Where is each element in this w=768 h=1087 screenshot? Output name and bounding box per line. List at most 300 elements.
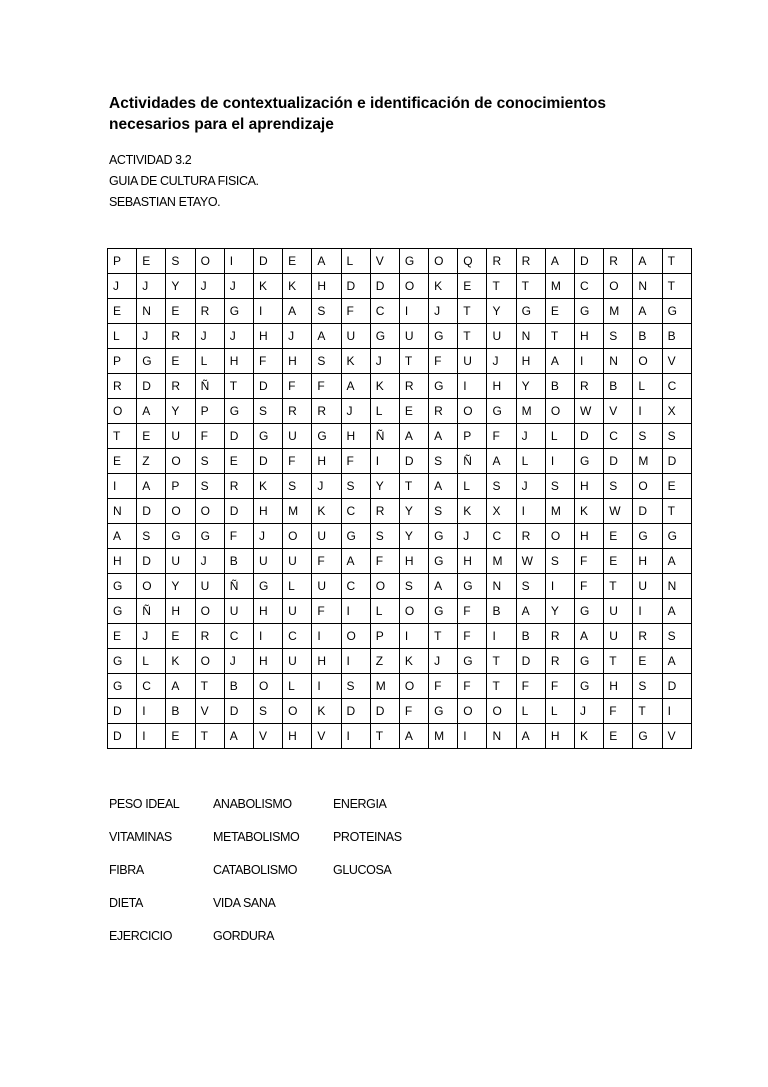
grid-cell: R [429, 399, 458, 424]
grid-cell: N [487, 574, 516, 599]
grid-cell: E [108, 299, 137, 324]
grid-cell: F [283, 374, 312, 399]
grid-cell: F [312, 549, 341, 574]
grid-cell: F [458, 599, 487, 624]
grid-cell: I [137, 699, 166, 724]
grid-cell: I [545, 574, 574, 599]
grid-cell: O [166, 499, 195, 524]
grid-cell: R [195, 624, 224, 649]
grid-cell: O [604, 274, 633, 299]
grid-cell: D [108, 699, 137, 724]
grid-cell: A [283, 299, 312, 324]
grid-cell: F [604, 699, 633, 724]
grid-cell: B [224, 674, 253, 699]
grid-cell: G [458, 574, 487, 599]
grid-cell: O [633, 349, 662, 374]
grid-cell: R [575, 374, 604, 399]
grid-cell: I [312, 674, 341, 699]
grid-cell: E [166, 624, 195, 649]
grid-cell: K [253, 474, 282, 499]
grid-cell: U [604, 624, 633, 649]
grid-cell: H [575, 324, 604, 349]
grid-cell: N [516, 324, 545, 349]
grid-cell: R [312, 399, 341, 424]
grid-cell: O [195, 499, 224, 524]
grid-cell: C [283, 624, 312, 649]
grid-cell: S [341, 474, 370, 499]
grid-cell: R [166, 324, 195, 349]
grid-cell: F [283, 449, 312, 474]
grid-cell: I [545, 449, 574, 474]
grid-cell: Ñ [370, 424, 399, 449]
word-list-item: VIDA SANA [213, 896, 276, 910]
grid-cell: T [429, 624, 458, 649]
grid-cell: R [399, 374, 428, 399]
grid-cell: K [399, 649, 428, 674]
grid-cell: P [108, 249, 137, 274]
grid-row [108, 499, 692, 524]
grid-cell: I [341, 649, 370, 674]
grid-cell: H [633, 549, 662, 574]
grid-cell: U [312, 524, 341, 549]
grid-cell: E [137, 249, 166, 274]
grid-cell: I [399, 299, 428, 324]
grid-cell: A [399, 424, 428, 449]
grid-row [108, 324, 692, 349]
grid-cell: V [370, 249, 399, 274]
grid-cell: A [633, 249, 662, 274]
grid-row [108, 349, 692, 374]
grid-cell: L [545, 699, 574, 724]
grid-cell: M [516, 399, 545, 424]
grid-cell: O [399, 674, 428, 699]
grid-cell: F [341, 449, 370, 474]
grid-cell: V [253, 724, 282, 749]
grid-cell: D [137, 374, 166, 399]
grid-cell: G [575, 299, 604, 324]
grid-cell: E [633, 649, 662, 674]
grid-cell: G [633, 524, 662, 549]
grid-cell: U [283, 649, 312, 674]
grid-cell: C [341, 574, 370, 599]
grid-cell: E [604, 549, 633, 574]
grid-cell: V [604, 399, 633, 424]
grid-cell: T [604, 649, 633, 674]
grid-cell: D [370, 699, 399, 724]
grid-cell: L [283, 574, 312, 599]
grid-cell: J [575, 699, 604, 724]
grid-row [108, 424, 692, 449]
grid-cell: G [108, 674, 137, 699]
grid-cell: J [516, 424, 545, 449]
grid-cell: U [283, 549, 312, 574]
grid-cell: G [341, 524, 370, 549]
grid-cell: I [341, 599, 370, 624]
grid-cell: O [137, 574, 166, 599]
grid-cell: O [166, 449, 195, 474]
grid-cell: U [399, 324, 428, 349]
grid-cell: A [662, 649, 691, 674]
grid-cell: S [312, 299, 341, 324]
grid-cell: J [195, 274, 224, 299]
grid-cell: L [370, 399, 399, 424]
grid-cell: O [429, 249, 458, 274]
grid-cell: R [195, 299, 224, 324]
title-line-2: necesarios para el aprendizaje [109, 116, 334, 133]
grid-cell: Y [516, 374, 545, 399]
grid-cell: R [283, 399, 312, 424]
grid-cell: O [399, 599, 428, 624]
grid-cell: Y [545, 599, 574, 624]
word-list-item: ENERGIA [333, 797, 387, 811]
grid-cell: Y [487, 299, 516, 324]
grid-cell: D [253, 249, 282, 274]
grid-cell: G [662, 299, 691, 324]
grid-cell: O [545, 399, 574, 424]
grid-cell: U [166, 424, 195, 449]
grid-cell: H [253, 499, 282, 524]
grid-cell: D [575, 424, 604, 449]
grid-cell: F [399, 699, 428, 724]
grid-cell: T [487, 674, 516, 699]
grid-cell: P [166, 474, 195, 499]
grid-cell: S [195, 449, 224, 474]
grid-cell: L [195, 349, 224, 374]
grid-cell: G [253, 574, 282, 599]
grid-cell: I [370, 449, 399, 474]
grid-cell: C [137, 674, 166, 699]
grid-cell: J [458, 524, 487, 549]
grid-cell: K [575, 724, 604, 749]
grid-cell: E [108, 624, 137, 649]
grid-cell: H [545, 724, 574, 749]
grid-cell: Z [137, 449, 166, 474]
grid-cell: X [662, 399, 691, 424]
grid-cell: S [253, 399, 282, 424]
grid-cell: B [545, 374, 574, 399]
grid-cell: J [195, 324, 224, 349]
word-list-item: ANABOLISMO [213, 797, 292, 811]
grid-cell: C [487, 524, 516, 549]
grid-cell: W [575, 399, 604, 424]
grid-cell: A [545, 249, 574, 274]
grid-cell: R [370, 499, 399, 524]
grid-cell: S [604, 324, 633, 349]
grid-cell: J [370, 349, 399, 374]
grid-cell: U [341, 324, 370, 349]
grid-cell: J [224, 649, 253, 674]
grid-cell: H [283, 724, 312, 749]
grid-cell: T [662, 499, 691, 524]
grid-cell: G [253, 424, 282, 449]
grid-cell: D [575, 249, 604, 274]
grid-cell: Ñ [195, 374, 224, 399]
grid-cell: E [545, 299, 574, 324]
grid-cell: K [166, 649, 195, 674]
grid-cell: F [195, 424, 224, 449]
word-list-item: METABOLISMO [213, 830, 300, 844]
grid-cell: G [224, 399, 253, 424]
grid-cell: G [516, 299, 545, 324]
grid-cell: A [137, 399, 166, 424]
grid-cell: N [662, 574, 691, 599]
grid-cell: U [458, 349, 487, 374]
grid-cell: U [283, 424, 312, 449]
grid-cell: Y [370, 474, 399, 499]
grid-cell: T [399, 474, 428, 499]
grid-cell: O [399, 274, 428, 299]
grid-cell: A [516, 599, 545, 624]
grid-cell: S [429, 449, 458, 474]
grid-cell: G [575, 674, 604, 699]
grid-cell: C [575, 274, 604, 299]
grid-cell: G [429, 324, 458, 349]
grid-cell: A [399, 724, 428, 749]
grid-cell: G [575, 599, 604, 624]
grid-cell: A [429, 424, 458, 449]
grid-cell: K [370, 374, 399, 399]
grid-cell: A [341, 374, 370, 399]
grid-cell: H [253, 599, 282, 624]
grid-cell: A [662, 599, 691, 624]
grid-cell: V [312, 724, 341, 749]
grid-cell: O [341, 624, 370, 649]
grid-cell: H [312, 274, 341, 299]
grid-cell: M [604, 299, 633, 324]
grid-cell: D [604, 449, 633, 474]
grid-cell: G [429, 549, 458, 574]
grid-cell: R [487, 249, 516, 274]
grid-cell: G [108, 574, 137, 599]
grid-cell: J [195, 549, 224, 574]
grid-cell: J [224, 274, 253, 299]
grid-cell: A [166, 674, 195, 699]
title-line-1: Actividades de contextualización e identificación de conocimientos [109, 95, 606, 112]
grid-cell: C [604, 424, 633, 449]
grid-cell: H [516, 349, 545, 374]
grid-cell: S [662, 624, 691, 649]
grid-cell: K [253, 274, 282, 299]
grid-cell: J [487, 349, 516, 374]
grid-cell: E [166, 724, 195, 749]
grid-cell: M [429, 724, 458, 749]
grid-cell: I [224, 249, 253, 274]
grid-cell: D [399, 449, 428, 474]
grid-cell: T [487, 274, 516, 299]
grid-cell: S [195, 474, 224, 499]
grid-cell: S [545, 549, 574, 574]
grid-cell: N [633, 274, 662, 299]
grid-cell: S [429, 499, 458, 524]
word-list-item: FIBRA [109, 863, 144, 877]
grid-cell: G [429, 699, 458, 724]
author-name: SEBASTIAN ETAYO. [109, 195, 221, 209]
grid-cell: D [224, 424, 253, 449]
grid-cell: S [633, 424, 662, 449]
grid-cell: A [312, 249, 341, 274]
grid-cell: J [137, 324, 166, 349]
grid-cell: S [166, 249, 195, 274]
grid-cell: X [487, 499, 516, 524]
grid-cell: L [283, 674, 312, 699]
grid-cell: T [516, 274, 545, 299]
grid-cell: T [108, 424, 137, 449]
grid-cell: H [487, 374, 516, 399]
grid-row [108, 274, 692, 299]
grid-cell: L [137, 649, 166, 674]
grid-cell: I [253, 624, 282, 649]
grid-cell: C [224, 624, 253, 649]
grid-cell: T [195, 674, 224, 699]
grid-cell: O [458, 699, 487, 724]
grid-cell: I [575, 349, 604, 374]
grid-cell: F [458, 674, 487, 699]
grid-cell: F [341, 299, 370, 324]
grid-cell: E [224, 449, 253, 474]
grid-cell: A [575, 624, 604, 649]
grid-cell: I [662, 699, 691, 724]
grid-cell: G [137, 349, 166, 374]
guide-name: GUIA DE CULTURA FISICA. [109, 174, 259, 188]
grid-cell: D [662, 449, 691, 474]
grid-cell: D [341, 699, 370, 724]
grid-row [108, 524, 692, 549]
grid-cell: G [108, 599, 137, 624]
document-title [109, 93, 669, 135]
grid-cell: H [108, 549, 137, 574]
grid-cell: D [224, 699, 253, 724]
grid-cell: O [253, 674, 282, 699]
grid-cell: Ñ [224, 574, 253, 599]
grid-cell: F [429, 674, 458, 699]
grid-cell: O [487, 699, 516, 724]
grid-cell: U [312, 574, 341, 599]
grid-cell: K [429, 274, 458, 299]
grid-cell: B [487, 599, 516, 624]
grid-cell: Z [370, 649, 399, 674]
grid-cell: G [633, 724, 662, 749]
grid-cell: E [137, 424, 166, 449]
grid-cell: H [166, 599, 195, 624]
grid-cell: B [633, 324, 662, 349]
grid-cell: E [458, 274, 487, 299]
grid-cell: I [137, 724, 166, 749]
grid-cell: G [429, 374, 458, 399]
word-list-item: DIETA [109, 896, 143, 910]
grid-cell: S [253, 699, 282, 724]
grid-row [108, 374, 692, 399]
grid-cell: J [429, 649, 458, 674]
grid-cell: F [458, 624, 487, 649]
grid-cell: J [108, 274, 137, 299]
grid-cell: A [633, 299, 662, 324]
grid-cell: U [487, 324, 516, 349]
grid-cell: T [545, 324, 574, 349]
grid-cell: A [487, 449, 516, 474]
grid-cell: W [604, 499, 633, 524]
grid-cell: T [662, 274, 691, 299]
grid-cell: F [545, 674, 574, 699]
grid-cell: J [429, 299, 458, 324]
grid-cell: Ñ [458, 449, 487, 474]
grid-cell: R [224, 474, 253, 499]
grid-cell: B [224, 549, 253, 574]
grid-cell: T [604, 574, 633, 599]
grid-cell: F [312, 599, 341, 624]
grid-cell: G [224, 299, 253, 324]
grid-cell: I [108, 474, 137, 499]
grid-cell: S [545, 474, 574, 499]
grid-cell: O [458, 399, 487, 424]
grid-cell: F [575, 549, 604, 574]
grid-row [108, 249, 692, 274]
grid-cell: R [604, 249, 633, 274]
grid-cell: E [604, 524, 633, 549]
grid-cell: J [283, 324, 312, 349]
grid-row [108, 674, 692, 699]
grid-cell: O [195, 649, 224, 674]
word-list-item: GLUCOSA [333, 863, 392, 877]
grid-cell: P [195, 399, 224, 424]
grid-cell: P [108, 349, 137, 374]
grid-cell: T [370, 724, 399, 749]
grid-cell: F [253, 349, 282, 374]
grid-cell: B [516, 624, 545, 649]
grid-cell: D [516, 649, 545, 674]
grid-cell: D [662, 674, 691, 699]
grid-cell: J [137, 624, 166, 649]
grid-cell: S [516, 574, 545, 599]
grid-cell: T [633, 699, 662, 724]
grid-cell: I [487, 624, 516, 649]
grid-cell: S [137, 524, 166, 549]
grid-cell: M [633, 449, 662, 474]
grid-cell: S [604, 474, 633, 499]
grid-cell: T [195, 724, 224, 749]
grid-cell: A [341, 549, 370, 574]
word-list-item: EJERCICIO [109, 929, 173, 943]
grid-cell: J [253, 524, 282, 549]
grid-cell: M [487, 549, 516, 574]
grid-cell: H [224, 349, 253, 374]
grid-cell: B [166, 699, 195, 724]
word-list-item: CATABOLISMO [213, 863, 298, 877]
grid-cell: F [487, 424, 516, 449]
grid-cell: D [253, 374, 282, 399]
grid-cell: D [224, 499, 253, 524]
grid-cell: B [662, 324, 691, 349]
grid-cell: H [341, 424, 370, 449]
grid-cell: O [283, 699, 312, 724]
grid-cell: J [224, 324, 253, 349]
grid-cell: T [662, 249, 691, 274]
grid-cell: G [312, 424, 341, 449]
grid-cell: R [545, 649, 574, 674]
grid-cell: V [662, 724, 691, 749]
grid-cell: S [312, 349, 341, 374]
grid-cell: L [108, 324, 137, 349]
grid-cell: F [370, 549, 399, 574]
grid-cell: M [370, 674, 399, 699]
grid-cell: O [108, 399, 137, 424]
grid-cell: O [195, 249, 224, 274]
grid-cell: O [195, 599, 224, 624]
grid-cell: E [108, 449, 137, 474]
grid-cell: E [399, 399, 428, 424]
word-search-grid [107, 248, 692, 749]
grid-cell: H [253, 649, 282, 674]
grid-cell: Ñ [137, 599, 166, 624]
